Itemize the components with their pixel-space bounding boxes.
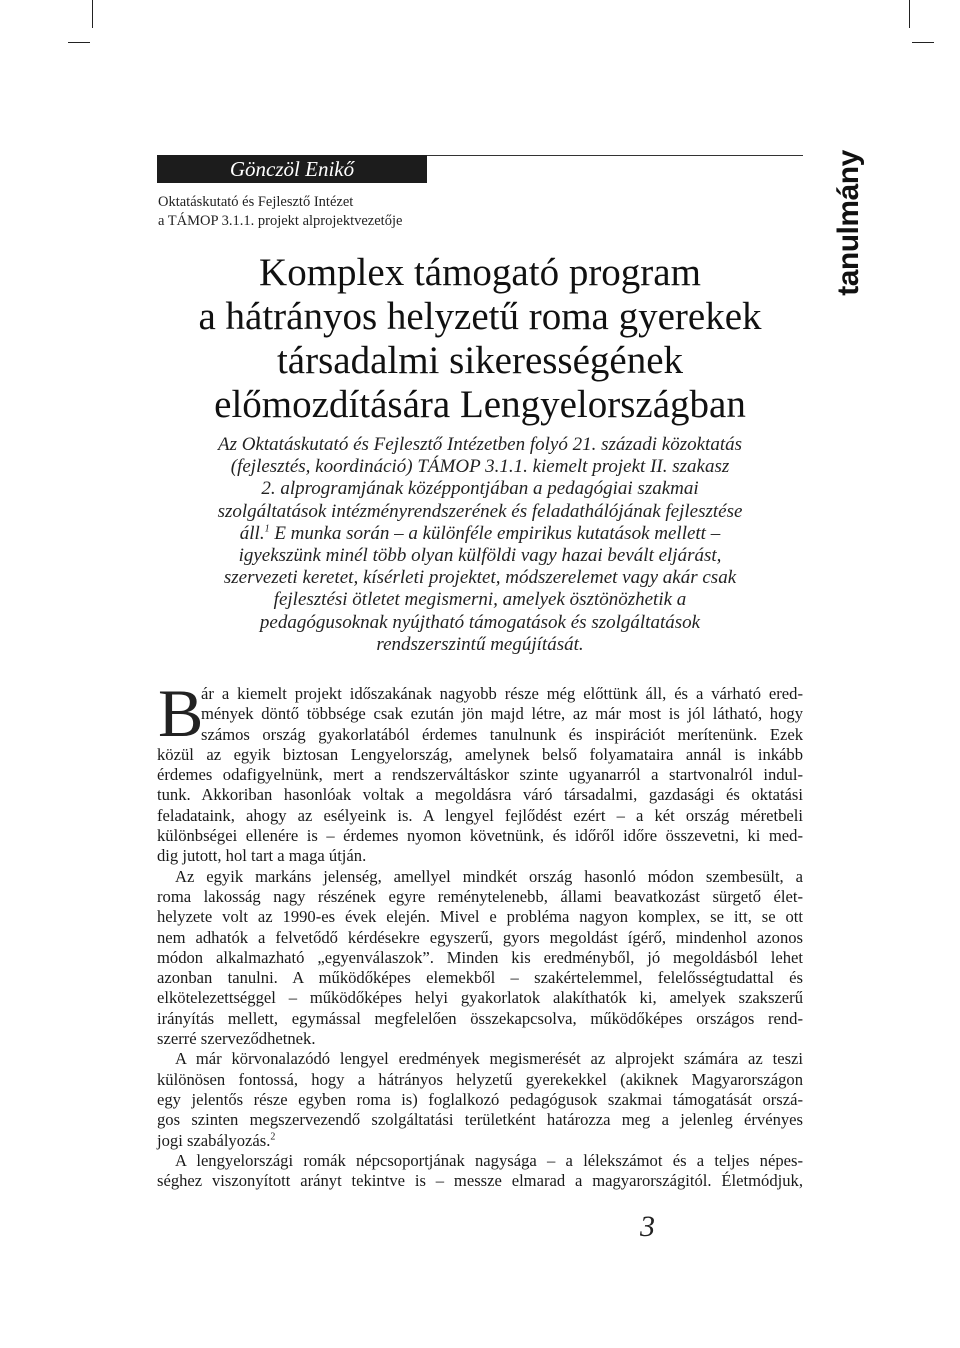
body-line: A már körvonalazódó lengyel eredmények megismerését az alprojekt számára az teszi	[175, 1049, 803, 1069]
crop-mark-top-right	[909, 0, 910, 28]
article-title	[140, 251, 820, 427]
affiliation-line: Oktatáskutató és Fejlesztő Intézet	[158, 194, 354, 210]
body-line: feladataink, ahogy az esélyeink is. A lengyel fejlődést ezért – a két ország méretbeli	[157, 805, 803, 825]
title-line: Komplex támogató program	[259, 251, 701, 294]
title-line: előmozdítására Lengyelországban	[214, 383, 746, 426]
body-line: érdemes odafigyelnünk, mert a rendszerváltáskor szinte ugyanarról a startvonalról indul-	[157, 765, 803, 785]
abstract-line: pedagógusoknak nyújtható támogatások és szolgáltatások	[259, 611, 701, 633]
page-number: 3	[640, 1210, 655, 1243]
body-line	[157, 1131, 803, 1151]
header-rule	[427, 155, 803, 156]
abstract-line: (fejlesztés, koordináció) TÁMOP 3.1.1. kiemelt projekt II. szakasz	[230, 456, 730, 478]
section-tag	[822, 150, 876, 296]
body-line: roma lakosság nagy részének egyre reménytelenebb, állami beavatkozást sürgető élet-	[157, 886, 803, 906]
title-line: társadalmi sikerességének	[276, 339, 684, 382]
footnote-marker: 2	[270, 1131, 276, 1142]
abstract-line: szolgáltatások intézményrendszerének és feladathálójának fejlesztése	[217, 500, 743, 522]
author-name: Gönczöl Enikő	[157, 155, 427, 183]
body-line: nem adhatók a felvetődő kérdésekre egyszerű, gyors megoldást ígérő, mindenhol azonos	[157, 927, 803, 947]
body-line: dig jutott, hol tart a maga útján.	[157, 846, 367, 866]
body-line: különbségei ellenére is – érdemes nyomon követnünk, és időről időre összevetni, ki med-	[157, 826, 803, 846]
body-line: gos szinten megszervezendő szolgáltatási területként határozza meg a jelenleg érvényes	[157, 1110, 803, 1130]
body-text	[157, 684, 803, 1191]
body-line: A lengyelországi romák népcsoportjának nagysága – a lélekszámot és a teljes népes-	[175, 1150, 803, 1170]
title-line: a hátrányos helyzetű roma gyerekek	[198, 295, 762, 338]
abstract-line: rendszerszintű megújítását.	[376, 633, 584, 655]
abstract-line: igyekszünk minél több olyan külföldi vagy hazai bevált eljárást,	[238, 545, 722, 567]
drop-cap: B	[158, 675, 204, 751]
abstract-line	[157, 523, 803, 545]
abstract-fragment: áll.	[239, 522, 265, 544]
body-line: tunk. Akkoriban hasonlóak voltak a megoldásra váró társadalmi, gazdasági és oktatási	[157, 785, 803, 805]
body-line: különösen fontossá, hogy a hátrányos helyzetű gyerekekkel (akiknek Magyarországon	[157, 1069, 803, 1089]
body-fragment: jogi szabályozás.	[157, 1130, 271, 1150]
body-line: azonban tanulni. A működőképes elemekből – szakértelemmel, felelősségtudattal és	[157, 968, 803, 988]
section-tag-label: tanulmány	[832, 150, 865, 296]
body-line: közül az egyik biztosan Lengyelország, amelynek belső folyamataira annál is inkább	[157, 744, 803, 764]
footnote-marker: 1	[264, 523, 270, 535]
body-line: szerré szerveződhetnek.	[157, 1029, 316, 1049]
abstract-line: fejlesztési ötletet megismerni, amelyek ösztönözhetik a	[273, 589, 687, 611]
abstract-fragment: E munka során – a különféle empirikus kutatások mellett –	[274, 522, 721, 544]
body-line: Az egyik markáns jelenség, amellyel mindkét ország hasonló módon szembesült, a	[175, 866, 803, 886]
body-line: séghez viszonyított arányt tekintve is – messze elmarad a magyarországitól. Életmódjuk,	[157, 1171, 803, 1191]
crop-mark-top-right-h	[912, 42, 934, 43]
abstract-line: szervezeti keretet, kísérleti projektet, módszerelemet vagy akár csak	[223, 567, 737, 589]
affiliation-line: a TÁMOP 3.1.1. projekt alprojektvezetője	[158, 213, 403, 229]
body-line: módon alkalmazható „egyenválaszok”. Minden kis eredményből, jó megoldásból lehet	[157, 947, 803, 967]
abstract-line: 2. alprogramjának középpontjában a pedagógiai szakmai	[261, 478, 699, 500]
body-line: egy jelentős része egyben roma is) foglalkozó pedagógusok szakmai támogatását orszá-	[157, 1089, 803, 1109]
abstract-line: Az Oktatáskutató és Fejlesztő Intézetben folyó 21. századi közoktatás	[217, 434, 742, 455]
body-line: helyzete volt az 1990-es évek elején. Mivel e probléma nagyon komplex, se itt, se ott	[157, 907, 803, 927]
body-line: számos ország gyakorlatából érdemes tanulnunk és inspirációt merítenünk. Ezek	[201, 724, 803, 744]
crop-mark-top-left-h	[68, 42, 90, 43]
body-line: ár a kiemelt projekt időszakának nagyobb része még előttünk áll, és a várható ered-	[201, 684, 803, 703]
author-affiliation	[158, 193, 402, 231]
body-line: mények döntő többsége csak ezután jön majd létre, az már most is jól látható, hogy	[201, 704, 803, 724]
body-line: irányítás mellett, egymással megfelelően összekapcsolva, működőképes országos rend-	[157, 1008, 803, 1028]
body-line: elkötelezettséggel – működőképes helyi gyakorlatok alakíthatók ki, amelyek szakszerű	[157, 988, 803, 1008]
abstract	[157, 434, 803, 656]
crop-mark-top-left	[92, 0, 93, 28]
